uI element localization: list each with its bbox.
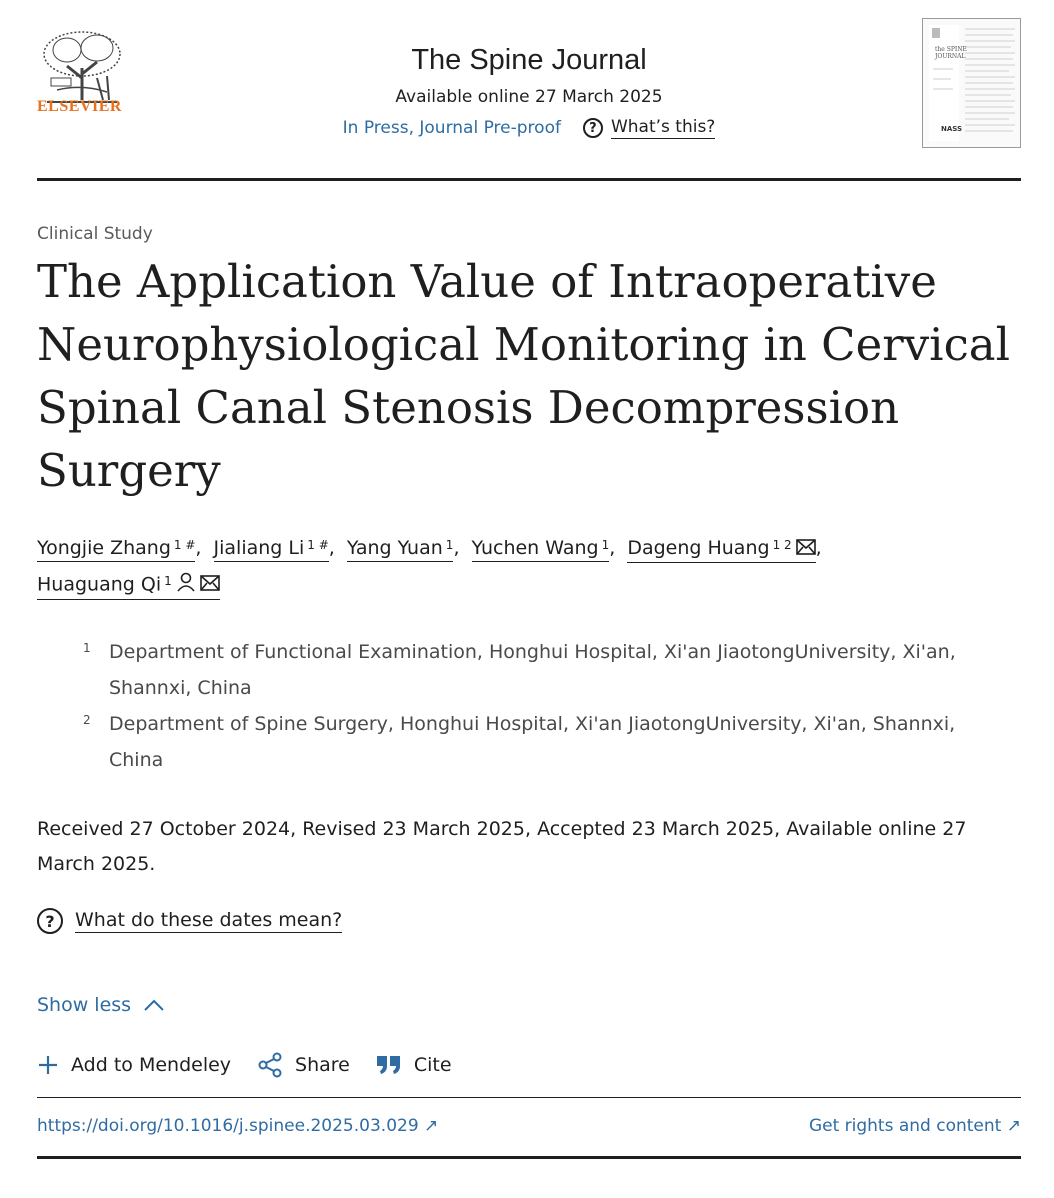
journal-available-date: Available online 27 March 2025 — [395, 87, 663, 107]
elsevier-wordmark[interactable]: ELSEVIER — [37, 98, 122, 115]
author-name: Yuchen Wang — [471, 537, 599, 559]
article-history-dates: Received 27 October 2024, Revised 23 March 2025, Accepted 23 March 2025, Available online 27 March 2025. — [37, 818, 967, 875]
author-name: Huaguang Qi — [37, 573, 162, 595]
article-type: Clinical Study — [37, 224, 153, 244]
author-affil-ref: 1 — [445, 538, 454, 552]
rights-link[interactable] — [809, 1116, 1021, 1136]
external-link-icon: ↗ — [424, 1116, 439, 1136]
author-affil-ref: 1 2 — [772, 538, 792, 552]
article-title: The Application Value of Intraoperative Neurophysiological Monitoring in Cervical Spinal Canal Stenosis Decompression Surgery — [37, 255, 1010, 497]
author-link[interactable] — [347, 536, 454, 562]
author-name: Jialiang Li — [213, 537, 305, 559]
journal-cover-thumbnail[interactable] — [922, 18, 1021, 148]
author-link[interactable] — [37, 572, 220, 600]
show-less-label: Show less — [37, 994, 132, 1016]
doi-link[interactable] — [37, 1116, 438, 1136]
svg-text:the SPINE: the SPINE — [935, 46, 967, 53]
doi-rights-bar — [37, 1097, 1021, 1159]
add-to-mendeley-label: Add to Mendeley — [71, 1054, 232, 1076]
envelope-icon — [796, 537, 816, 561]
article-header-page — [37, 0, 1021, 1136]
plus-icon — [37, 1054, 59, 1076]
cite-label: Cite — [413, 1054, 452, 1076]
author-link[interactable] — [627, 536, 815, 563]
author-link[interactable] — [37, 536, 195, 562]
question-circle-icon: ? — [583, 118, 603, 138]
author-affil-ref: 1 # — [173, 538, 196, 552]
author-affil-ref: 1 — [601, 538, 610, 552]
whats-this-link[interactable] — [583, 117, 715, 139]
dates-help-label: What do these dates mean? — [75, 909, 343, 931]
add-to-mendeley-button[interactable] — [37, 1054, 231, 1076]
author-link[interactable] — [214, 536, 329, 562]
rights-label: Get rights and content — [808, 1116, 1002, 1136]
external-link-icon: ↗ — [1006, 1116, 1021, 1136]
affiliation-text: Department of Spine Surgery, Honghui Hospital, Xi'an JiaotongUniversity, Xi'an, Shannxi, China — [109, 713, 956, 771]
author-name: Yang Yuan — [346, 537, 443, 559]
share-button[interactable] — [257, 1052, 350, 1078]
quote-icon — [376, 1054, 402, 1076]
journal-status-link[interactable]: In Press, Journal Pre-proof — [342, 118, 561, 138]
affiliation-list — [83, 634, 1013, 778]
article-actions — [37, 1052, 478, 1078]
author-affil-ref: 1 — [164, 573, 172, 588]
affiliation-number: 2 — [83, 713, 91, 727]
svg-text:NASS: NASS — [941, 125, 963, 133]
cover-image-icon — [923, 19, 1020, 147]
author-affil-ref: 1 # — [307, 538, 329, 552]
show-less-toggle[interactable] — [37, 994, 165, 1016]
author-name: Dageng Huang — [627, 537, 770, 559]
dates-help-link[interactable] — [37, 908, 342, 934]
affiliation-text: Department of Functional Examination, Honghui Hospital, Xi'an JiaotongUniversity, Xi'an, Shannxi, China — [109, 641, 956, 699]
share-label: Share — [295, 1054, 350, 1076]
svg-text:JOURNAL: JOURNAL — [935, 53, 966, 60]
journal-title[interactable]: The Spine Journal — [411, 44, 647, 76]
chevron-up-icon — [143, 998, 165, 1012]
share-icon — [257, 1052, 283, 1078]
doi-label: https://doi.org/10.1016/j.spinee.2025.03.029 — [37, 1116, 419, 1136]
affiliation-number: 1 — [83, 641, 91, 655]
question-circle-icon: ? — [37, 908, 63, 934]
affiliation-item — [83, 706, 1013, 778]
author-link[interactable] — [472, 536, 610, 562]
journal-header — [37, 0, 1021, 181]
whats-this-label: What’s this? — [610, 117, 716, 137]
author-list: Yongjie Zhang $^{1 \#}$, Jialiang Li $^{1 \#}$, Yang Yuan $^1$, Yuchen Wang $^1$, Dageng Huang $^{1 2}$ , Huaguang Qi $^1$ — [37, 530, 1021, 602]
cite-button[interactable] — [376, 1054, 452, 1076]
journal-status-row — [37, 117, 1021, 139]
author-name: Yongjie Zhang — [37, 537, 171, 559]
person-icon — [176, 572, 196, 598]
affiliation-item — [83, 634, 1013, 706]
journal-info — [37, 44, 1021, 139]
envelope-icon — [200, 573, 220, 597]
